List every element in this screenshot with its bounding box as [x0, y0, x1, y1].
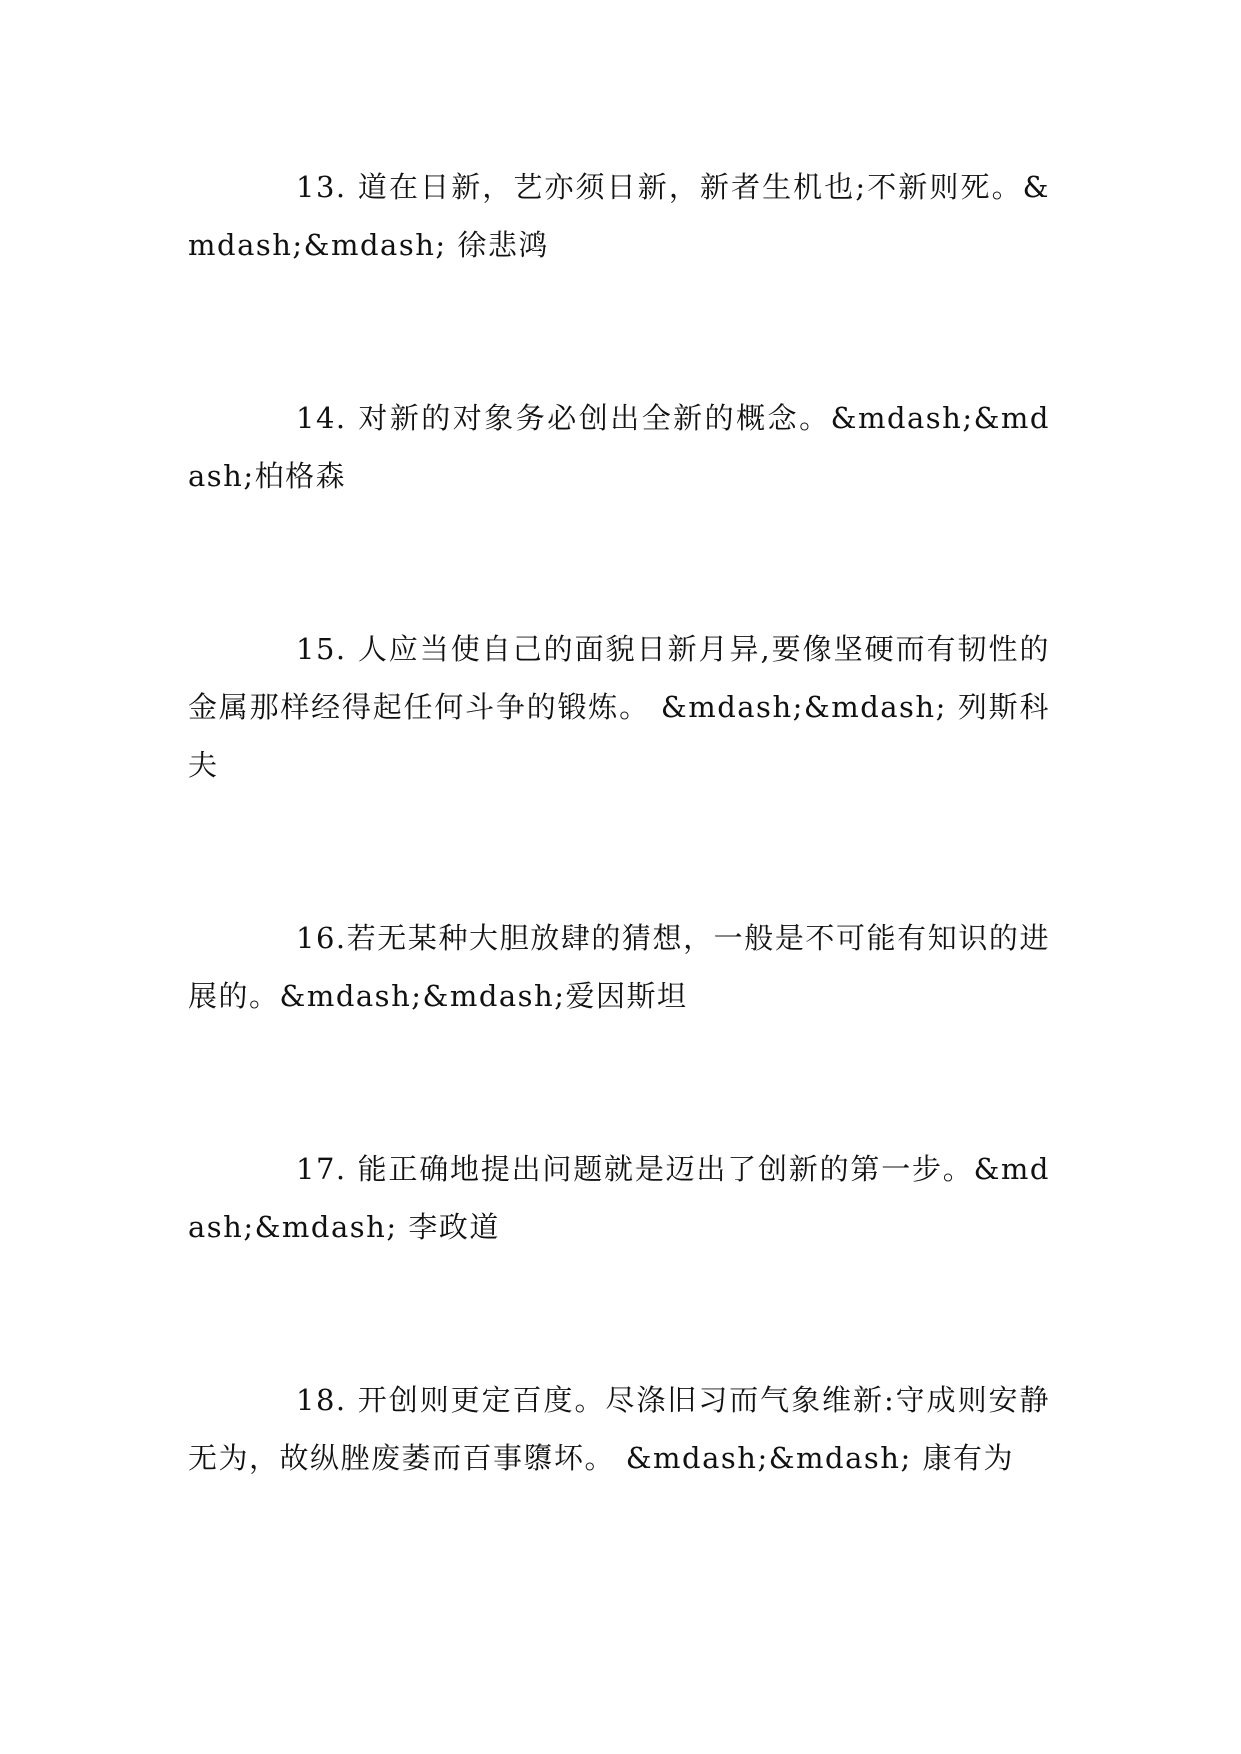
quote-number: 17.	[296, 1152, 347, 1186]
quote-number: 18.	[296, 1383, 347, 1417]
quote-number: 13.	[296, 170, 347, 204]
quote-number: 16.	[296, 921, 347, 955]
quote-paragraph	[188, 1371, 1050, 1487]
quote-text: 人应当使自己的面貌日新月异,要像坚硬而有韧性的金属那样经得起任何斗争的锻炼。	[188, 632, 1050, 724]
quote-number: 14.	[296, 401, 347, 435]
quote-attribution: &mdash;&mdash; 李政道	[188, 1152, 1050, 1244]
quote-paragraph	[188, 1140, 1050, 1256]
quote-text: 道在日新，艺亦须日新，新者生机也;不新则死。	[346, 170, 1023, 204]
quote-paragraph	[188, 158, 1050, 274]
quote-attribution: &mdash;&mdash; 康有为	[625, 1441, 1014, 1475]
quote-text: 若无某种大胆放肆的猜想，一般是不可能有知识的进展的。	[188, 921, 1050, 1013]
quote-number: 15.	[296, 632, 347, 666]
quote-attribution: &mdash;&mdash; 列斯科夫	[188, 690, 1050, 782]
quote-paragraph	[188, 620, 1050, 794]
quote-attribution: &mdash;&mdash;柏格森	[188, 401, 1050, 493]
quote-text: 开创则更定百度。尽涤旧习而气象维新:守成则安静无为，故纵脞废萎而百事隳坏。	[188, 1383, 1050, 1475]
quote-attribution: &mdash;&mdash; 徐悲鸿	[188, 170, 1050, 262]
quote-paragraph	[188, 909, 1050, 1025]
quote-text: 对新的对象务必创出全新的概念。	[346, 401, 831, 435]
quote-paragraph	[188, 389, 1050, 505]
quote-attribution: &mdash;&mdash;爱因斯坦	[279, 979, 688, 1013]
quote-text: 能正确地提出问题就是迈出了创新的第一步。	[346, 1152, 974, 1186]
